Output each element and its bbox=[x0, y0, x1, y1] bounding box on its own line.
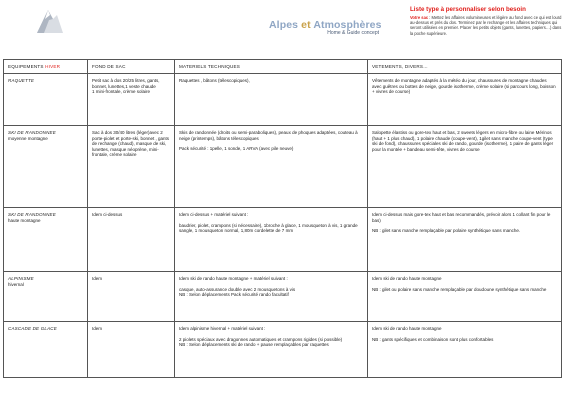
cell-materiel: Idem ski de rando haute montagne + matériel suivant : casque, auto-assurance double avec 2 mousquetons à vis NB : Selon déplacements Pack sécurité rando facultatif bbox=[175, 272, 368, 322]
table-row bbox=[4, 208, 562, 272]
cell-fond-de-sac: Sac à dos 30/40 litres (léger)avec 2 porte-piolet et porte-ski, bonnet , gants de rechange (chaud), masque de ski, lunettes, masque néoprène, mini-frontale, crème solaire bbox=[88, 126, 175, 208]
note-label: Votre sac bbox=[410, 15, 429, 20]
header-equipment: EQUIPEMENTS HIVER bbox=[4, 60, 88, 74]
cell-materiel: Idem ci-dessus + matériel suivant : baudrier, piolet, crampons (si nécessaire), 1broche à glace, 1 mousqueton à vis, 1 grande sangle, 1 mousqueton normal, 1,80m cordelette de 7 mm bbox=[175, 208, 368, 272]
category-sublabel: haute montagne bbox=[8, 217, 41, 223]
category-label: CASCADE DE GLACE bbox=[8, 326, 57, 331]
cell-materiel: Raquettes , bâtons (télescopiques), bbox=[175, 74, 368, 126]
table-row bbox=[4, 272, 562, 322]
cell-fond-de-sac: Petit sac à dos 20/25 litres, gants, bonnet, lunettes,1 veste chaude 1 mini-frontale, crème solaire bbox=[88, 74, 175, 126]
cell-category bbox=[4, 208, 88, 272]
header-materiels-techniques: MATERIELS TECHNIQUES bbox=[175, 60, 368, 74]
cell-materiel: Skis de randonnée (droits ou semi-paraboliques), peaux de phoques adaptées, couteau à neige (printemps), bâtons télescopiques Pack sécurité : 1pelle, 1 sonde, 1 ARVA (avec pile neuve) bbox=[175, 126, 368, 208]
brand-wordmark bbox=[269, 19, 382, 36]
brand-suffix: Atmosphères bbox=[313, 19, 382, 31]
table-header-row bbox=[4, 60, 562, 74]
cell-category bbox=[4, 272, 88, 322]
note-title: Liste type à personnaliser selon besoin bbox=[410, 6, 526, 13]
header-vetements: VETEMENTS, DIVERS… bbox=[368, 60, 562, 74]
table-row bbox=[4, 322, 562, 378]
cell-category bbox=[4, 126, 88, 208]
cell-fond-de-sac: Idem ci-dessus bbox=[88, 208, 175, 272]
note-text: : Mettez les affaires volumineuses et légère au fond avec ce qui est lourd au-dessus et près du dos. Terminez par le rechange et les affaires techniques qui seront utilisées en premier. Placer les petits objets (gants, lunettes, papiers…) dans la poche supérieure. bbox=[410, 15, 562, 36]
cell-vetements: Vêtements de montagne adaptés à la météo du jour, chaussures de montagne chaudes avec guêtres ou bottes de neige, gourde isotherme, crème solaire (si parcours long, boisson + vivres de course) bbox=[368, 74, 562, 126]
category-sublabel: hivernal bbox=[8, 281, 24, 287]
cell-fond-de-sac: Idem bbox=[88, 272, 175, 322]
category-sublabel: moyenne montagne bbox=[8, 135, 48, 141]
cell-fond-de-sac: Idem bbox=[88, 322, 175, 378]
header-fond-de-sac: FOND DE SAC bbox=[88, 60, 175, 74]
brand-prefix: Alpes bbox=[269, 19, 299, 31]
equipment-table bbox=[3, 59, 562, 378]
table-row bbox=[4, 74, 562, 126]
cell-category bbox=[4, 74, 88, 126]
cell-vetements: Salopette élastiss ou gore-tex haut et bas, 2 sweets légers en micro-fibre ou laine Mérinos (haut + 1 plus chaud), 1 polaire chaude (coupe-vent), 1gilet sans manche coupe-vent (type ski de fond), chaussures spéciales ski de rando, gourde (isotherme), 1 paire de gants léger pour la montée + bandeau semi-tête, vivres de course bbox=[368, 126, 562, 208]
table-row bbox=[4, 126, 562, 208]
cell-vetements: Idem ski de rando haute montagne NB : gilet ou polaire sans manche remplaçable par doudoune synthétique sans manche bbox=[368, 272, 562, 322]
category-label: RAQUETTE bbox=[8, 78, 35, 83]
cell-materiel: Idem alpinisme hivernal + matériel suivant : 2 piolets spéciaux avec dragonnes automatiques et crampons rigides (si possible) NB : Selon déplacements ski de rando + pause remplaçables par raquettes bbox=[175, 322, 368, 378]
cell-vetements: Idem ski de rando haute montagne NB : gants spécifiques et combinaison sont plus confortables bbox=[368, 322, 562, 378]
packing-note bbox=[410, 6, 562, 36]
category-label: SKI DE RANDONNEE bbox=[8, 130, 56, 135]
brand-logo-icon bbox=[34, 7, 64, 35]
brand-tagline: Home & Guide concept bbox=[327, 30, 379, 36]
category-label: ALPINISME bbox=[8, 276, 34, 281]
brand-separator: et bbox=[301, 19, 311, 31]
category-label: SKI DE RANDONNEE bbox=[8, 212, 56, 217]
cell-category bbox=[4, 322, 88, 378]
cell-vetements: Idem ci-dessus mais gore-tex haut et bas recommandés, prévoir alors 1 collant fin pour le bas) NB : gilet sans manche remplaçable par polaire synthétique sans manche. bbox=[368, 208, 562, 272]
